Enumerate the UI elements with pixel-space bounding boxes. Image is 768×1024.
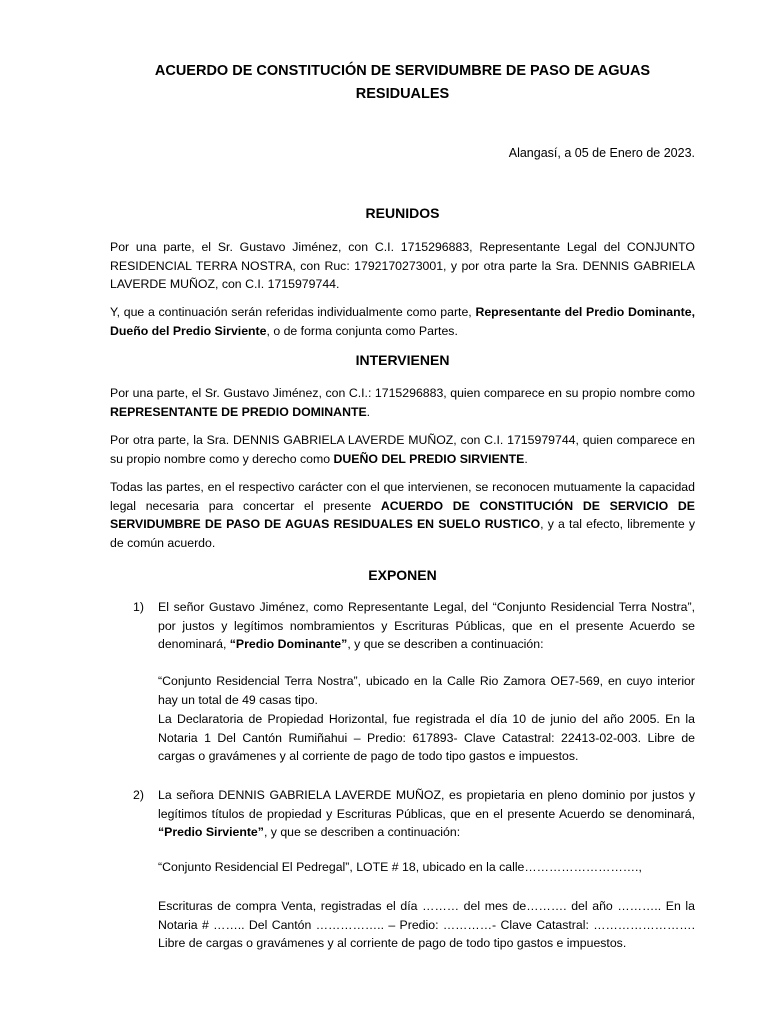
- intervienen-p1-bold: REPRESENTANTE DE PREDIO DOMINANTE: [110, 404, 367, 419]
- exponen-item-1-number: 1): [133, 600, 144, 614]
- intervienen-p1-text-c: .: [366, 404, 371, 419]
- item1-bold: “Predio Dominante”: [229, 637, 348, 651]
- heading-reunidos: REUNIDOS: [365, 205, 440, 221]
- item2-bold: “Predio Sirviente”: [158, 825, 264, 839]
- heading-exponen: EXPONEN: [368, 567, 437, 583]
- reunidos-p2-text-c: , o de forma conjunta como Partes.: [266, 323, 458, 338]
- reunidos-paragraph-2: [110, 303, 695, 340]
- title-line-2: RESIDUALES: [355, 86, 450, 102]
- reunidos-p2-bold: Representante del Predio Dominante, Dueño del Predio Sirviente: [110, 305, 695, 338]
- intervienen-p3-text-c: , y a tal efecto, libremente y de común acuerdo.: [110, 517, 695, 550]
- document-title: [110, 60, 695, 106]
- exponen-item-2-registration: Escrituras de compra Venta, registradas el día ……… del mes de………. del año ……….. En la Notaria # …….. Del Cantón …………….. – Predio: …………- Clave Catastral: ……………………. Libre de cargas o gravámenes y al corriente de pago de todo tipo gastos e impuestos.: [158, 899, 695, 950]
- document-date: Alangasí, a 05 de Enero de 2023.: [508, 146, 695, 160]
- intervienen-p1-text-a: Por una parte, el Sr. Gustavo Jiménez, con C.I.: 1715296883, quien comparece en su propio nombre como: [110, 386, 695, 400]
- item1-text-c: , y que se describen a continuación:: [347, 637, 544, 651]
- exponen-item-2-text: [158, 786, 695, 842]
- exponen-item-1-text: [158, 598, 695, 654]
- intervienen-p2-text-c: .: [524, 451, 528, 466]
- heading-intervienen: INTERVIENEN: [355, 352, 450, 368]
- reunidos-p1-text: Por una parte, el Sr. Gustavo Jiménez, con C.I. 1715296883, Representante Legal del CONJUNTO RESIDENCIAL TERRA NOSTRA, con Ruc: 1792170273001, y por otra parte la Sra. DENNIS GABRIELA LAVERDE MUÑOZ, con C.I. 1715979744.: [110, 240, 695, 291]
- title-line-1: ACUERDO DE CONSTITUCIÓN DE SERVIDUMBRE DE PASO DE AGUAS: [154, 63, 651, 79]
- intervienen-p3-text-a: Todas las partes, en el respectivo carácter con el que intervienen, se reconocen mutuamente la capacidad legal necesaria para concertar el presente: [110, 480, 695, 513]
- intervienen-p3-bold: ACUERDO DE CONSTITUCIÓN DE SERVICIO DE SERVIDUMBRE DE PASO DE AGUAS RESIDUALES EN SUELO RUSTICO: [110, 498, 695, 531]
- exponen-item-1-description: “Conjunto Residencial Terra Nostra”, ubicado en la Calle Rio Zamora OE7-569, en cuyo interior hay un total de 49 casas tipo.: [158, 674, 695, 707]
- item2-text-a: La señora DENNIS GABRIELA LAVERDE MUÑOZ, es propietaria en pleno dominio por justos y legítimos títulos de propiedad y Escrituras Públicas, que en el presente Acuerdo se denominará,: [158, 788, 695, 821]
- intervienen-paragraph-2: [110, 431, 695, 468]
- exponen-item-2-description: “Conjunto Residencial El Pedregal”, LOTE # 18, ubicado en la calle……………………….,: [158, 860, 642, 874]
- exponen-item-1-registration: La Declaratoria de Propiedad Horizontal, fue registrada el día 10 de junio del año 2005. En la Notaria 1 Del Cantón Rumiñahui – Predio: 617893- Clave Catastral: 22413-02-003. Libre de cargas o gravámenes y al corriente de pago de todo tipo gastos e impuestos.: [158, 712, 695, 763]
- intervienen-paragraph-3: [110, 478, 695, 552]
- intervienen-p2-text-a: Por otra parte, la Sra. DENNIS GABRIELA LAVERDE MUÑOZ, con C.I. 1715979744, quien comparece en su propio nombre como y derecho como: [110, 433, 695, 466]
- intervienen-paragraph-1: [110, 384, 695, 421]
- item2-text-c: , y que se describen a continuación:: [263, 825, 461, 839]
- reunidos-p2-text-a: Y, que a continuación serán referidas individualmente como parte,: [110, 305, 476, 319]
- exponen-item-2-number: 2): [133, 788, 144, 802]
- intervienen-p2-bold: DUEÑO DEL PREDIO SIRVIENTE: [333, 451, 525, 466]
- reunidos-paragraph-1: [110, 238, 695, 294]
- item1-text-a: El señor Gustavo Jiménez, como Representante Legal, del “Conjunto Residencial Terra Nostra”, por justos y legítimos nombramientos y Escrituras Públicas, que en el presente Acuerdo se denominará,: [158, 600, 695, 651]
